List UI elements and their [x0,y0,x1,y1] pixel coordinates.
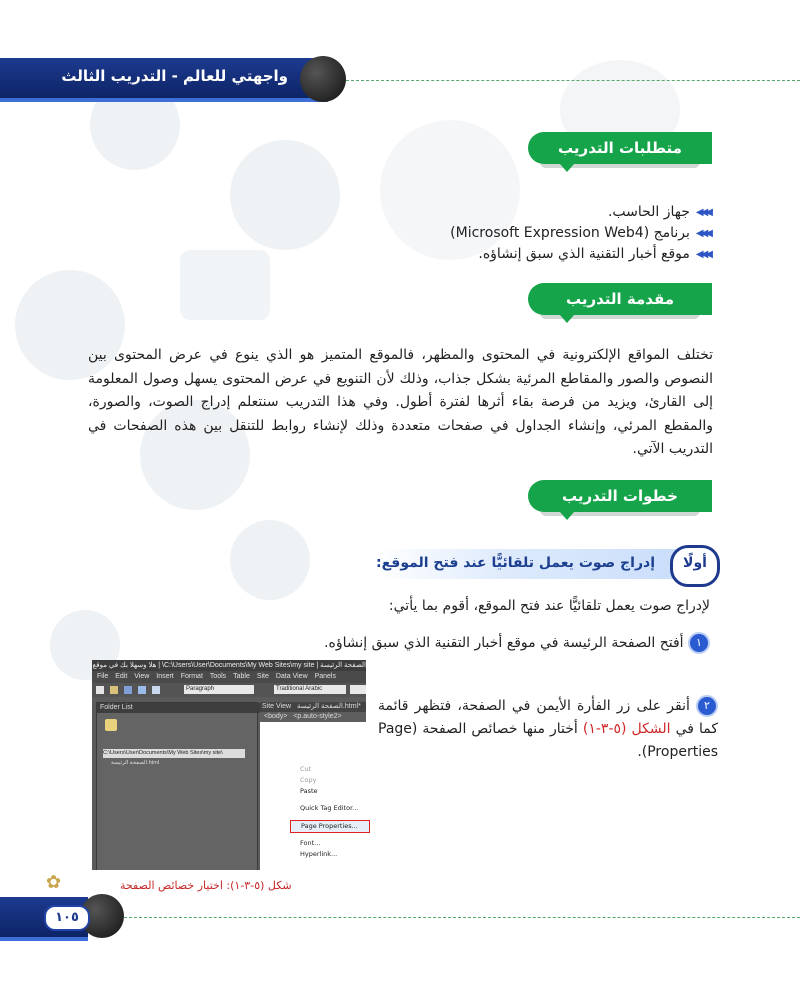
folder-list-panel [96,702,258,870]
bg-decoration [180,250,270,320]
steps-intro: لإدراج صوت يعمل تلقائيًّا عند فتح الموقع، أقوم بما يأتي: [388,598,710,614]
folder-path[interactable]: C:\Users\User\Documents\My Web Sites\my site\ [103,749,245,758]
menu-insert[interactable]: Insert [156,673,174,680]
chevron-left-icon: ◀◀◀ [695,249,710,260]
list-item: ◀◀◀ موقع أخبار التقنية الذي سبق إنشاؤه. [290,244,710,265]
subsection-badge: أولًا [670,545,720,587]
chevron-left-icon: ◀◀◀ [695,228,710,239]
list-item: ◀◀◀ جهاز الحاسب. [290,202,710,223]
list-item: ◀◀◀ برنامج (Microsoft Expression Web4) [290,223,710,244]
pill-tip [560,164,574,172]
pill-tip [560,315,574,323]
intro-heading: مقدمة التدريب [528,283,712,315]
tab-site-view[interactable]: Site View [262,703,292,710]
open-icon[interactable] [110,686,118,694]
menu-item-paste[interactable]: Paste [300,787,318,795]
header-divider [346,80,800,81]
page-number: ١٠٥ [44,905,90,931]
step-1 [324,632,710,654]
menu-item-font[interactable]: Font... [300,839,321,847]
requirements-heading: متطلبات التدريب [528,132,712,164]
intro-paragraph: تختلف المواقع الإلكترونية في المحتوى والمظهر، فالموقع المتميز هو الذي ينوع في عرض المحتوى بين النصوص والصور والمقاطع المرئية بشكل جذاب، وذلك لأن التنويع في عرض المحتوى يسهل وصول المعلومة إلى القارئ، ويزيد من فرصة بقاء أثرها لفترة أطول. وفي هذا التدريب سنتعلم إدراج الصوت، والصورة، والمقطع المرئي، وإنشاء الجداول في صفحات متعددة وذلك لإنشاء روابط للتنقل بين هذه الصفحات في التدريب الآتي. [88,347,713,457]
steps-heading: خطوات التدريب [528,480,712,512]
app-titlebar: الصفحة الرئيسة | C:\Users\User\Documents\My Web Sites\my site\ | هلا وسهلا بك في موقع [92,660,366,671]
folder-icon[interactable] [105,719,117,731]
style-dropdown[interactable]: Paragraph [184,685,254,694]
menu-data-view[interactable]: Data View [275,673,308,680]
chapter-header [0,58,328,102]
new-icon[interactable] [96,686,104,694]
bg-decoration [230,520,310,600]
context-menu [290,764,370,864]
menu-panels[interactable]: Panels [314,673,336,680]
menu-item-quick-tag[interactable]: Quick Tag Editor... [300,804,359,812]
figure-reference: الشكل (٥-٣-١) [582,721,671,737]
tag-breadcrumb: <body> <p.auto-style2> [260,712,366,722]
editor-tabs [260,702,366,712]
step-number: ٢ [696,695,718,717]
footer-divider [124,917,800,918]
pill-tip [560,512,574,520]
app-menubar [92,671,366,683]
folder-list-title: Folder List [97,703,260,713]
menu-item-copy[interactable]: Copy [300,776,317,784]
preview-icon[interactable] [152,686,160,694]
menu-table[interactable]: Table [233,673,250,680]
chapter-title: واجهتي للعالم - التدريب الثالث [61,67,288,85]
publish-icon[interactable] [138,686,146,694]
menu-edit[interactable]: Edit [115,673,128,680]
tab-page[interactable]: الصفحة الرئيسة.html* [297,703,361,710]
subsection-title: إدراج صوت يعمل تلقائيًّا عند فتح الموقع: [375,555,655,571]
menu-tools[interactable]: Tools [209,673,227,680]
header-cap [300,56,346,102]
requirements-list [290,202,710,265]
step-2: ٢ أنقر على زر الفأرة الأيمن في الصفحة، فتظهر قائمة كما في الشكل (٥-٣-١) أختار منها خصائص الصفحة (Page Properties). [378,695,718,764]
app-toolbar [92,683,366,697]
save-icon[interactable] [124,686,132,694]
chevron-left-icon: ◀◀◀ [695,207,710,218]
menu-site[interactable]: Site [256,673,269,680]
menu-item-cut[interactable]: Cut [300,765,312,773]
book-logo-icon: ✿ [46,872,62,893]
menu-view[interactable]: View [134,673,150,680]
subsection-bar [375,549,715,579]
font-dropdown[interactable]: Traditional Arabic [274,685,346,694]
menu-file[interactable]: File [97,673,109,680]
step-text: أفتح الصفحة الرئيسة في موقع أخبار التقنية الذي سبق إنشاؤه. [324,635,684,651]
menu-item-page-properties[interactable]: Page Properties... [290,820,370,833]
folder-file[interactable]: الصفحة الرئيسة.html [111,760,159,766]
menu-format[interactable]: Format [180,673,203,680]
figure-caption: شكل (٥-٣-١): اختيار خصائص الصفحة [120,879,292,892]
menu-item-hyperlink[interactable]: Hyperlink... [300,850,338,858]
step-number: ١ [688,632,710,654]
size-dropdown[interactable] [350,685,366,694]
